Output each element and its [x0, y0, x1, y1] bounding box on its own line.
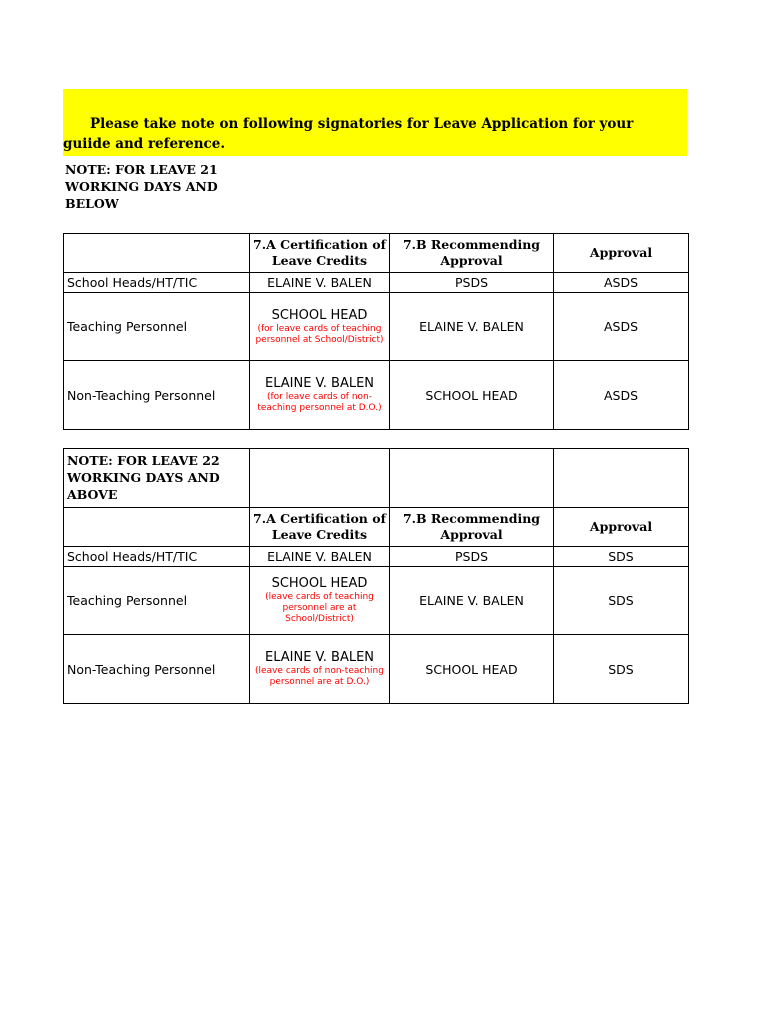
approval-cell: ASDS — [554, 361, 689, 430]
rec-cell: SCHOOL HEAD — [390, 635, 554, 704]
cert-note: (leave cards of non-teaching personnel are at D.O.) — [255, 666, 384, 687]
cert-cell: ELAINE V. BALEN — [250, 547, 390, 567]
table-header-row — [64, 234, 689, 273]
approval-cell: ASDS — [554, 273, 689, 293]
approval-cell: SDS — [554, 547, 689, 567]
cert-cell — [250, 293, 390, 361]
cert-signatory: ELAINE V. BALEN — [264, 650, 375, 665]
row-label: Non-Teaching Personnel — [64, 361, 250, 430]
approval-cell: ASDS — [554, 293, 689, 361]
empty-cell — [390, 449, 554, 508]
rec-cell: PSDS — [390, 273, 554, 293]
row-label: Non-Teaching Personnel — [64, 635, 250, 704]
empty-cell — [554, 449, 689, 508]
cert-note: (for leave cards of non-teaching personnel at D.O.) — [257, 392, 382, 413]
cert-cell — [250, 361, 390, 430]
header-recommending: 7.B Recommending Approval — [390, 234, 554, 273]
header-certification: 7.A Certification of Leave Credits — [250, 234, 390, 273]
table-row — [64, 567, 689, 635]
row-label: Teaching Personnel — [64, 293, 250, 361]
row-label: Teaching Personnel — [64, 567, 250, 635]
banner-text-line2: guiide and reference. — [63, 136, 226, 152]
cert-cell — [250, 635, 390, 704]
note-row — [64, 449, 689, 508]
table-row — [64, 273, 689, 293]
rec-cell: ELAINE V. BALEN — [390, 293, 554, 361]
header-certification: 7.A Certification of Leave Credits — [250, 508, 390, 547]
cert-note: (for leave cards of teaching personnel at School/District) — [255, 323, 384, 345]
banner-text-line1: Please take note on following signatories for Leave Application for your — [90, 116, 634, 132]
cert-signatory: SCHOOL HEAD — [271, 576, 368, 591]
approval-cell: SDS — [554, 567, 689, 635]
header-approval: Approval — [554, 508, 689, 547]
row-label: School Heads/HT/TIC — [64, 273, 250, 293]
table-row — [64, 361, 689, 430]
cert-note: (leave cards of teaching personnel are at School/District) — [265, 592, 374, 624]
cert-signatory: SCHOOL HEAD — [271, 307, 368, 323]
signatories-table-21-below — [63, 233, 689, 430]
header-empty-cell — [64, 234, 250, 273]
approval-cell: SDS — [554, 635, 689, 704]
cert-signatory: ELAINE V. BALEN — [264, 376, 375, 391]
header-approval: Approval — [554, 234, 689, 273]
rec-cell: PSDS — [390, 547, 554, 567]
row-label: School Heads/HT/TIC — [64, 547, 250, 567]
table-row — [64, 547, 689, 567]
cert-cell — [250, 567, 390, 635]
table-row — [64, 293, 689, 361]
table-header-row — [64, 508, 689, 547]
header-recommending: 7.B Recommending Approval — [390, 508, 554, 547]
note-leave-21-below: NOTE: FOR LEAVE 21 WORKING DAYS AND BELOW — [65, 162, 218, 211]
cert-cell: ELAINE V. BALEN — [250, 273, 390, 293]
rec-cell: ELAINE V. BALEN — [390, 567, 554, 635]
signatories-banner — [63, 89, 687, 156]
empty-cell — [250, 449, 390, 508]
header-empty-cell — [64, 508, 250, 547]
note-leave-22-above: NOTE: FOR LEAVE 22 WORKING DAYS AND ABOVE — [64, 449, 250, 508]
signatories-table-22-above — [63, 448, 689, 704]
table-row — [64, 635, 689, 704]
rec-cell: SCHOOL HEAD — [390, 361, 554, 430]
